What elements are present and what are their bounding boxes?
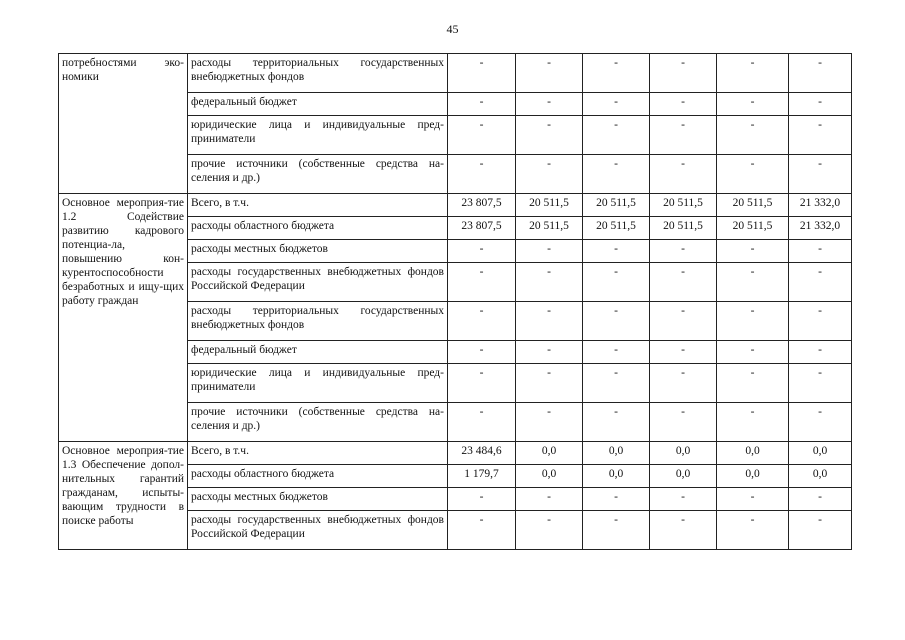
value-cell: - xyxy=(516,93,583,116)
value-cell: - xyxy=(516,302,583,341)
value-cell: - xyxy=(650,364,717,403)
value-cell: - xyxy=(650,488,717,511)
value-cell: 0,0 xyxy=(583,442,650,465)
value-cell: - xyxy=(583,240,650,263)
page-number: 45 xyxy=(446,22,459,36)
value-cell: - xyxy=(789,341,852,364)
value-cell: - xyxy=(789,511,852,550)
funding-source-cell: расходы местных бюджетов xyxy=(188,488,448,511)
value-cell: - xyxy=(717,403,789,442)
value-cell: - xyxy=(516,155,583,194)
funding-source-cell: расходы местных бюджетов xyxy=(188,240,448,263)
value-cell: - xyxy=(516,263,583,302)
funding-source-cell: Всего, в т.ч. xyxy=(188,194,448,217)
value-cell: 0,0 xyxy=(583,465,650,488)
value-cell: - xyxy=(583,302,650,341)
value-cell: 20 511,5 xyxy=(516,194,583,217)
value-cell: - xyxy=(583,364,650,403)
table-row xyxy=(59,194,852,217)
value-cell: - xyxy=(583,54,650,93)
value-cell: - xyxy=(448,403,516,442)
value-cell: - xyxy=(516,116,583,155)
value-cell: - xyxy=(448,341,516,364)
value-cell: - xyxy=(789,93,852,116)
value-cell: 20 511,5 xyxy=(583,194,650,217)
funding-source-cell: юридические лица и индивидуальные пред-приниматели xyxy=(188,364,448,403)
value-cell: 20 511,5 xyxy=(717,217,789,240)
value-cell: - xyxy=(650,511,717,550)
funding-source-cell: федеральный бюджет xyxy=(188,341,448,364)
value-cell: - xyxy=(650,93,717,116)
value-cell: - xyxy=(583,116,650,155)
value-cell: - xyxy=(789,302,852,341)
value-cell: - xyxy=(516,54,583,93)
value-cell: 0,0 xyxy=(717,442,789,465)
value-cell: - xyxy=(650,302,717,341)
value-cell: - xyxy=(583,263,650,302)
value-cell: - xyxy=(789,403,852,442)
value-cell: 23 807,5 xyxy=(448,194,516,217)
value-cell: - xyxy=(717,54,789,93)
value-cell: 20 511,5 xyxy=(650,194,717,217)
value-cell: - xyxy=(717,364,789,403)
funding-source-cell: прочие источники (собственные средства на-селения и др.) xyxy=(188,403,448,442)
value-cell: - xyxy=(583,341,650,364)
value-cell: - xyxy=(717,155,789,194)
activity-cell: Основное мероприя-тие 1.3 Обеспечение допол-нительных гарантий гражданам, испыты-вающим трудности в поиске работы xyxy=(59,442,188,550)
value-cell: - xyxy=(583,488,650,511)
value-cell: - xyxy=(516,364,583,403)
value-cell: - xyxy=(448,93,516,116)
value-cell: - xyxy=(448,155,516,194)
value-cell: - xyxy=(650,341,717,364)
value-cell: 0,0 xyxy=(516,442,583,465)
table-row xyxy=(59,442,852,465)
funding-source-cell: расходы областного бюджета xyxy=(188,465,448,488)
value-cell: - xyxy=(789,155,852,194)
value-cell: 1 179,7 xyxy=(448,465,516,488)
value-cell: - xyxy=(583,93,650,116)
value-cell: 21 332,0 xyxy=(789,217,852,240)
value-cell: - xyxy=(717,93,789,116)
value-cell: - xyxy=(717,116,789,155)
value-cell: 23 484,6 xyxy=(448,442,516,465)
value-cell: 20 511,5 xyxy=(516,217,583,240)
value-cell: 21 332,0 xyxy=(789,194,852,217)
value-cell: - xyxy=(789,364,852,403)
funding-source-cell: прочие источники (собственные средства на-селения и др.) xyxy=(188,155,448,194)
value-cell: - xyxy=(650,116,717,155)
table-row xyxy=(59,54,852,93)
value-cell: - xyxy=(448,116,516,155)
value-cell: - xyxy=(448,263,516,302)
table-body xyxy=(59,54,852,550)
value-cell: - xyxy=(650,240,717,263)
value-cell: 20 511,5 xyxy=(650,217,717,240)
value-cell: 20 511,5 xyxy=(717,194,789,217)
value-cell: - xyxy=(650,54,717,93)
value-cell: 0,0 xyxy=(789,442,852,465)
value-cell: 23 807,5 xyxy=(448,217,516,240)
value-cell: - xyxy=(448,54,516,93)
funding-source-cell: расходы областного бюджета xyxy=(188,217,448,240)
value-cell: - xyxy=(717,302,789,341)
value-cell: - xyxy=(448,302,516,341)
value-cell: - xyxy=(789,116,852,155)
funding-source-cell: расходы территориальных государственных внебюджетных фондов xyxy=(188,302,448,341)
value-cell: 0,0 xyxy=(650,465,717,488)
value-cell: - xyxy=(448,511,516,550)
value-cell: - xyxy=(717,263,789,302)
value-cell: - xyxy=(717,511,789,550)
funding-source-cell: расходы государственных внебюджетных фондов Российской Федерации xyxy=(188,263,448,302)
value-cell: - xyxy=(717,240,789,263)
funding-source-cell: расходы территориальных государственных внебюджетных фондов xyxy=(188,54,448,93)
value-cell: - xyxy=(717,341,789,364)
value-cell: - xyxy=(516,511,583,550)
value-cell: - xyxy=(650,263,717,302)
value-cell: - xyxy=(516,341,583,364)
value-cell: - xyxy=(789,263,852,302)
value-cell: - xyxy=(516,488,583,511)
funding-source-cell: юридические лица и индивидуальные пред-приниматели xyxy=(188,116,448,155)
value-cell: - xyxy=(650,155,717,194)
value-cell: - xyxy=(516,403,583,442)
budget-table xyxy=(58,53,852,550)
value-cell: - xyxy=(789,54,852,93)
value-cell: - xyxy=(789,488,852,511)
value-cell: 0,0 xyxy=(717,465,789,488)
activity-cell: потребностями эко-номики xyxy=(59,54,188,194)
value-cell: - xyxy=(717,488,789,511)
value-cell: - xyxy=(583,403,650,442)
value-cell: - xyxy=(583,511,650,550)
value-cell: 0,0 xyxy=(789,465,852,488)
funding-source-cell: Всего, в т.ч. xyxy=(188,442,448,465)
value-cell: 0,0 xyxy=(516,465,583,488)
value-cell: - xyxy=(789,240,852,263)
funding-source-cell: расходы государственных внебюджетных фондов Российской Федерации xyxy=(188,511,448,550)
value-cell: 0,0 xyxy=(650,442,717,465)
value-cell: - xyxy=(448,488,516,511)
value-cell: - xyxy=(650,403,717,442)
value-cell: - xyxy=(448,364,516,403)
funding-source-cell: федеральный бюджет xyxy=(188,93,448,116)
value-cell: - xyxy=(583,155,650,194)
value-cell: - xyxy=(516,240,583,263)
value-cell: - xyxy=(448,240,516,263)
value-cell: 20 511,5 xyxy=(583,217,650,240)
activity-cell: Основное мероприя-тие 1.2 Содействие развитию кадрового потенциа-ла, повышению кон-курентоспособности безработных и ищу-щих работу граждан xyxy=(59,194,188,442)
